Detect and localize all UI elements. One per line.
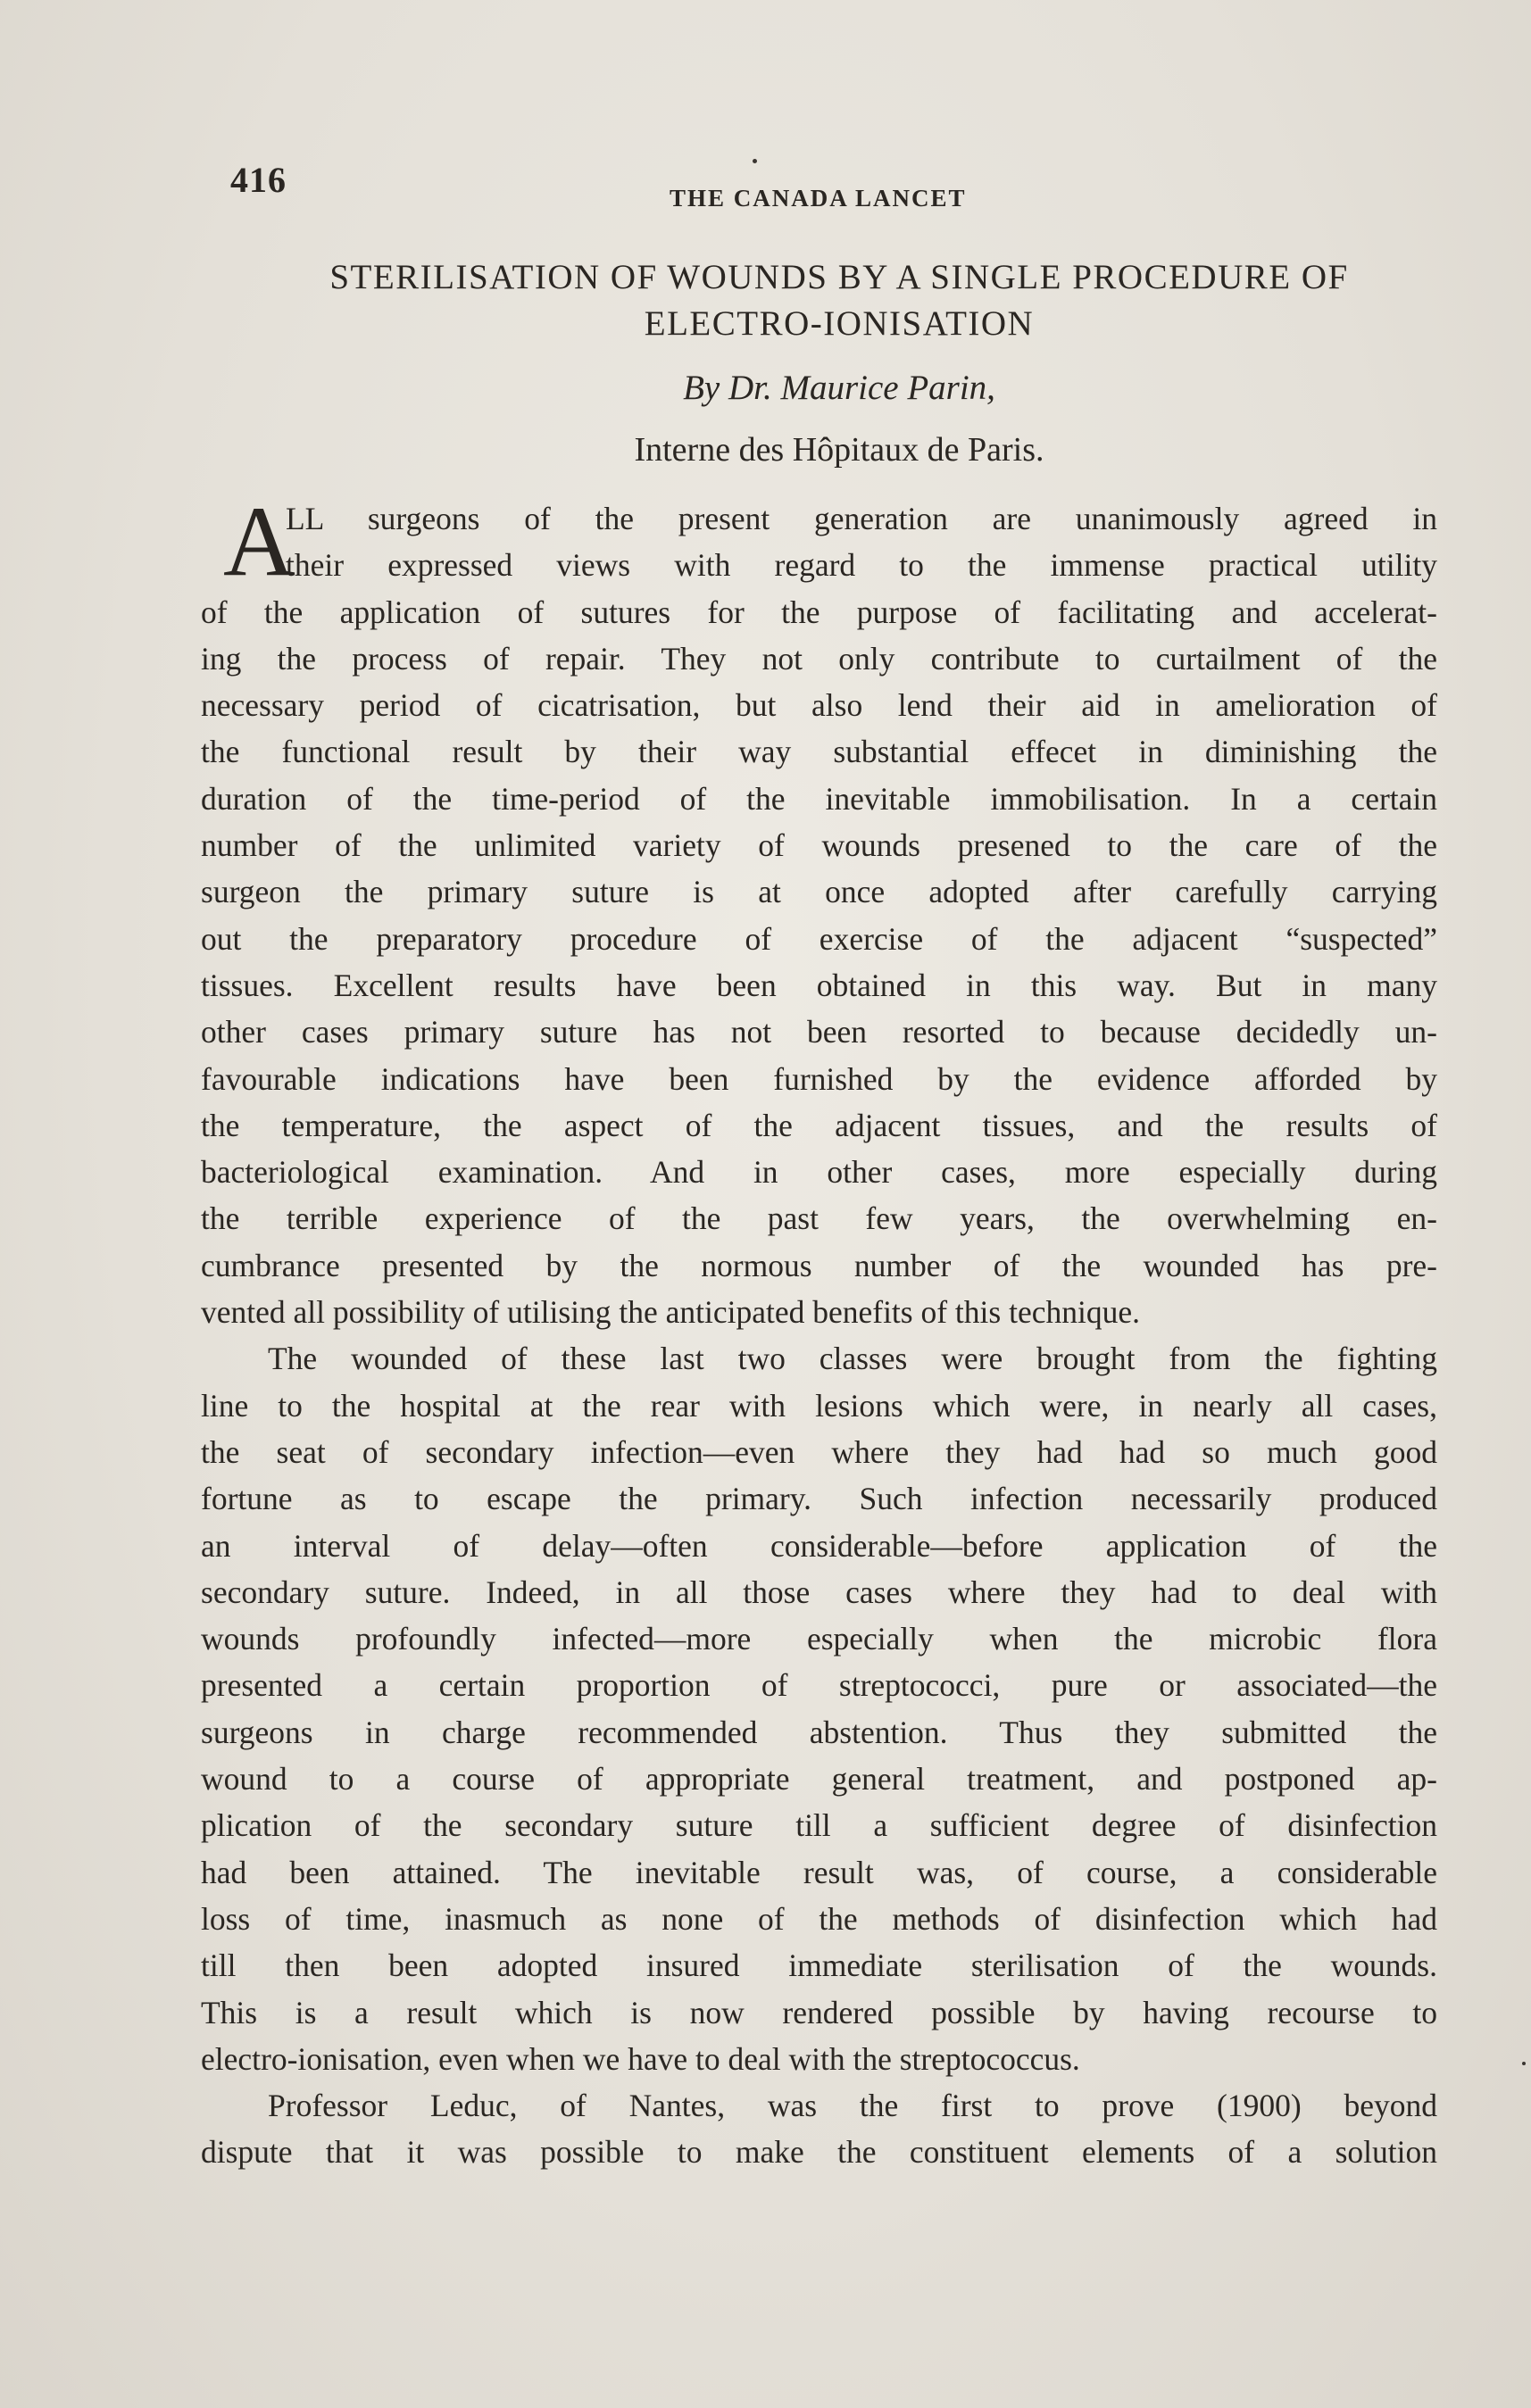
body-line: secondary suture. Indeed, in all those cases where they had to deal with: [201, 1574, 1437, 1610]
body-line: LL surgeons of the present generation are unanimously agreed in: [286, 501, 1437, 536]
body-line: of the application of sutures for the purpose of facilitating and accelerat-: [201, 594, 1437, 630]
body-line: plication of the secondary suture till a sufficient degree of disinfection: [201, 1807, 1437, 1844]
body-line: had been attained. The inevitable result was, of course, a considerable: [201, 1854, 1437, 1890]
body-line: wound to a course of appropriate general treatment, and postponed ap-: [201, 1761, 1437, 1798]
body-line: necessary period of cicatrisation, but also lend their aid in amelioration of: [201, 687, 1437, 724]
article-title-line-1: STERILISATION OF WOUNDS BY A SINGLE PROCEDURE OF: [329, 258, 1349, 296]
body-line: cumbrance presented by the normous number of the wounded has pre-: [201, 1247, 1437, 1283]
body-line: wounds profoundly infected—more especially when the microbic flora: [201, 1621, 1437, 1657]
paper-speck: [1522, 2062, 1526, 2065]
body-line: the terrible experience of the past few years, the overwhelming en-: [201, 1200, 1437, 1237]
body-line: line to the hospital at the rear with lesions which were, in nearly all cases,: [201, 1387, 1437, 1424]
body-line: bacteriological examination. And in other cases, more especially during: [201, 1154, 1437, 1191]
body-line: the seat of secondary infection—even where they had had so much good: [201, 1433, 1437, 1470]
body-line: dispute that it was possible to make the constituent elements of a solution: [201, 2134, 1437, 2171]
article-body: [201, 486, 1437, 2176]
page-number: 416: [230, 160, 287, 200]
body-line: other cases primary suture has not been resorted to because decidedly un-: [201, 1014, 1437, 1050]
body-line: This is a result which is now rendered possible by having recourse to: [201, 1994, 1437, 2030]
article-title: [205, 254, 1473, 347]
drop-cap: A: [223, 486, 295, 597]
body-line: ing the process of repair. They not only contribute to curtailment of the: [201, 640, 1437, 677]
author-affiliation: Interne des Hôpitaux de Paris.: [634, 431, 1044, 469]
running-head: THE CANADA LANCET: [670, 185, 967, 212]
body-line: surgeons in charge recommended abstention. Thus they submitted the: [201, 1714, 1437, 1750]
author-byline: By Dr. Maurice Parin,: [683, 369, 995, 407]
body-line: The wounded of these last two classes were brought from the fighting: [268, 1341, 1437, 1377]
paper-speck: [753, 159, 757, 163]
body-line: fortune as to escape the primary. Such infection necessarily produced: [201, 1481, 1437, 1517]
body-line: the functional result by their way substantial effecet in diminishing the: [201, 734, 1437, 770]
body-line: their expressed views with regard to the immense practical utility: [286, 547, 1437, 584]
body-line: till then been adopted insured immediate sterilisation of the wounds.: [201, 1947, 1437, 1984]
article-title-line-2: ELECTRO-IONISATION: [644, 304, 1035, 343]
body-line: number of the unlimited variety of wounds presened to the care of the: [201, 827, 1437, 864]
body-line: tissues. Excellent results have been obtained in this way. But in many: [201, 967, 1437, 1003]
body-line: presented a certain proportion of streptococci, pure or associated—the: [201, 1667, 1437, 1704]
body-line: vented all possibility of utilising the anticipated benefits of this technique.: [201, 1294, 1140, 1331]
body-line: surgeon the primary suture is at once adopted after carefully carrying: [201, 874, 1437, 910]
body-line: Professor Leduc, of Nantes, was the first to prove (1900) beyond: [268, 2088, 1437, 2124]
body-line: electro-ionisation, even when we have to deal with the streptococcus.: [201, 2040, 1080, 2077]
body-line: the temperature, the aspect of the adjacent tissues, and the results of: [201, 1107, 1437, 1143]
body-line: favourable indications have been furnished by the evidence afforded by: [201, 1060, 1437, 1097]
body-line: loss of time, inasmuch as none of the methods of disinfection which had: [201, 1900, 1437, 1937]
body-line: duration of the time-period of the inevitable immobilisation. In a certain: [201, 780, 1437, 817]
body-line: out the preparatory procedure of exercise of the adjacent “suspected”: [201, 920, 1437, 957]
body-line: an interval of delay—often considerable—before application of the: [201, 1527, 1437, 1564]
